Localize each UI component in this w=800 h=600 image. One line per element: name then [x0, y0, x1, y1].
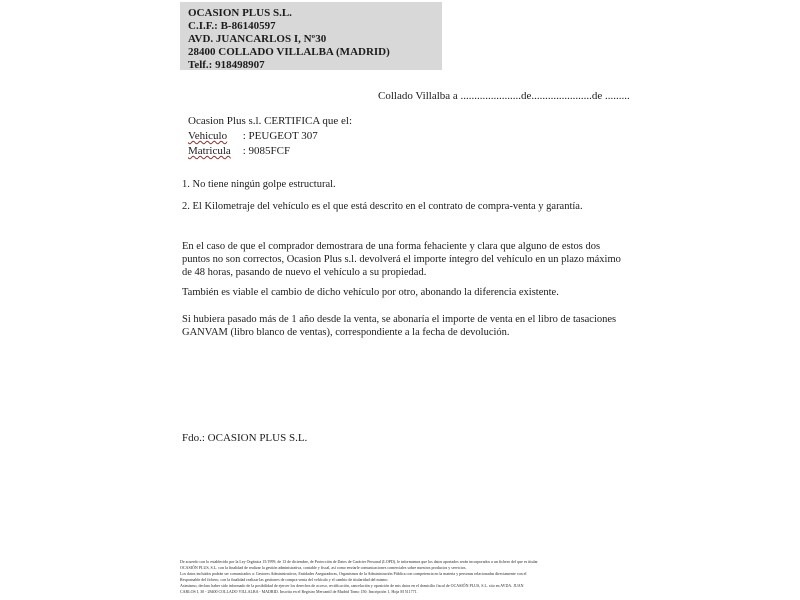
plate-row: [188, 144, 352, 159]
company-cif: C.I.F.: B-86140597: [188, 20, 276, 32]
exchange-paragraph: También es viable el cambio de dicho vehículo por otro, abonando la diferencia existente.: [182, 287, 559, 298]
condition-point-2: 2. El Kilometraje del vehículo es el que está descrito en el contrato de compra-venta y garantía.: [182, 201, 583, 212]
company-address: AVD. JUANCARLOS I, Nº30: [188, 33, 327, 45]
plate-label: Matricula: [188, 145, 231, 157]
vehicle-value: : PEUGEOT 307: [242, 130, 318, 142]
company-city: 28400 COLLADO VILLALBA (MADRID): [188, 46, 390, 58]
certificate-block: [188, 114, 352, 159]
legal-line: Responsable del fichero, con la finalidad realizar las gestiones de compra venta del vehículo y el cambio de titularidad del mismo.: [180, 577, 389, 583]
signature-line: Fdo.: OCASION PLUS S.L.: [182, 432, 308, 444]
company-name: OCASION PLUS S.L.: [188, 7, 292, 19]
legal-fine-print: [180, 559, 628, 595]
company-phone: Telf.: 918498907: [188, 59, 265, 71]
vehicle-label: Vehiculo: [188, 130, 228, 142]
date-fill-in-line: Collado Villalba a ......................de......................de .........: [378, 90, 630, 102]
condition-point-1: 1. No tiene ningún golpe estructural.: [182, 179, 336, 190]
certificate-intro: Ocasion Plus s.l. CERTIFICA que el:: [188, 115, 353, 127]
legal-line: OCASIÓN PLUS, S.L. con la finalidad de realizar la gestión administrativa, contable y fiscal, así como enviarle comunicaciones comerciales sobre nuestros productos y servicios.: [180, 565, 467, 571]
plate-value: : 9085FCF: [242, 145, 291, 157]
legal-line: De acuerdo con lo establecido por la Ley Orgánica 15/1999, de 13 de diciembre, de Protección de Datos de Carácter Personal (LOPD), le informamos que los datos aportados serán incorporados a un fichero del que es titular: [180, 559, 538, 565]
legal-line: CARLOS I, 30 - 28400 COLLADO VILLALBA - MADRID. Inscrita en el Registro Mercantil de Madrid Tomo 150; Inscripción 1, Hoja M 511771.: [180, 589, 418, 595]
vehicle-row: [188, 129, 352, 144]
legal-line: Los datos incluidos podrán ser comunicados a: Gestores Administrativos, Entidades Aseguradoras, Organismos de la Administración Pública con competencia en la materia y personas relacionadas directamente con el: [180, 571, 527, 577]
ganvam-paragraph: Si hubiera pasado más de 1 año desde la venta, se abonaría el importe de venta en el libro de tasaciones GANVAM (libro blanco de ventas), correspondiente a la fecha de devolución.: [182, 314, 617, 338]
company-header-box: [180, 2, 442, 70]
legal-line: Asimismo, declaro haber sido informado de la posibilidad de ejercer los derechos de acceso, rectificación, cancelación y oposición de mis datos en el domicilio fiscal de OCASIÓN PLUS, S.L. sito en AVDA. JUAN: [180, 583, 524, 589]
refund-paragraph: En el caso de que el comprador demostrara de una forma fehaciente y clara que alguno de estos dos puntos no son correctos, Ocasion Plus s.l. devolverá el importe íntegro del vehículo en un plazo máximo de 48 horas, pasando de nuevo el vehículo a su propiedad.: [182, 241, 621, 278]
